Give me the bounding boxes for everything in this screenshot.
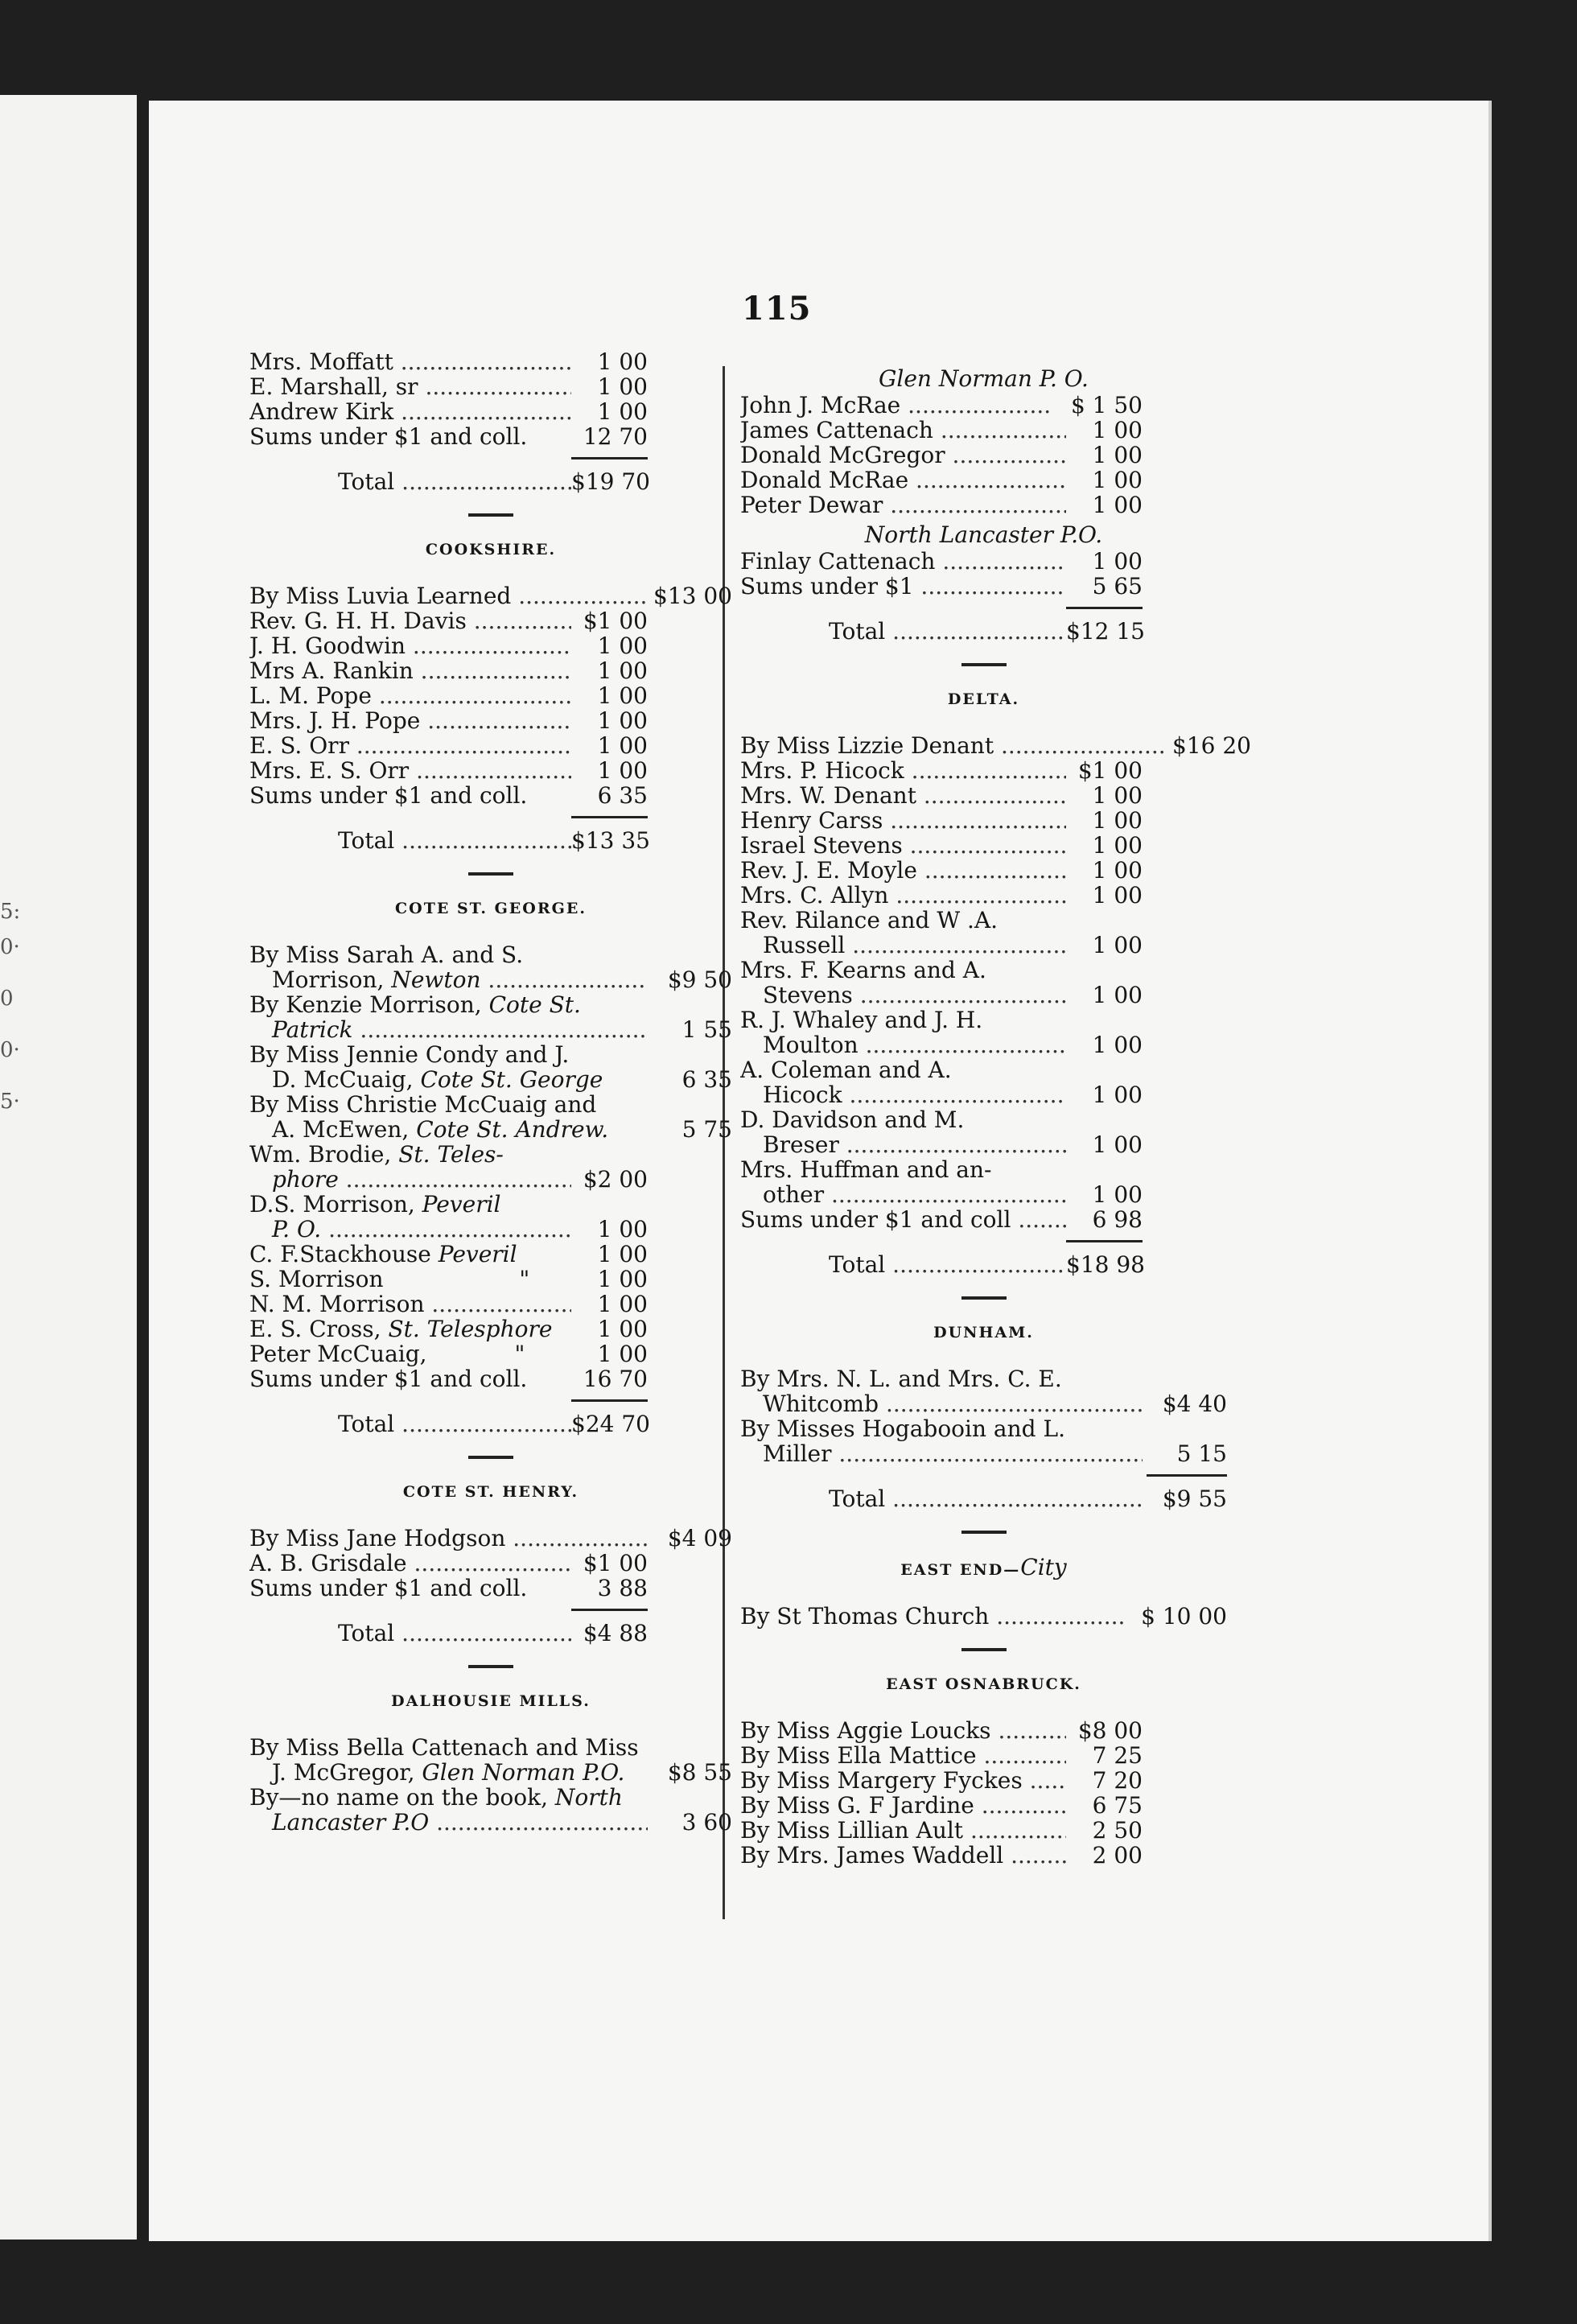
list-item: Peter McCuaig, " 1 00 [249, 1341, 648, 1367]
list-item: By Miss Christie McCuaig and [249, 1092, 597, 1117]
right-column [740, 365, 1251, 1869]
list-item: Sums under $1 and coll. 12 70 [249, 423, 648, 450]
section-east-osnabruck [740, 1672, 1227, 1868]
total-row: Total ..... $12 15 [740, 619, 1227, 644]
list-item: By Miss Ella Mattice ..... 7 25 [740, 1743, 1227, 1768]
list-item: Sums under $1 and coll. 6 35 [249, 782, 648, 809]
total-row: Total ..... $19 70 [249, 469, 732, 494]
section-separator [468, 1665, 513, 1668]
list-item: Sums under $1 ..... 5 65 [740, 574, 1227, 599]
list-item: Morrison, Newton ..... $9 50 [249, 967, 732, 992]
list-item: other ..... 1 00 [740, 1182, 1227, 1207]
section-dunham [740, 1321, 1227, 1511]
list-item: Andrew Kirk ..... 1 00 [249, 399, 732, 424]
total-row: Total ..... $13 35 [249, 828, 732, 853]
list-item: J. H. Goodwin ..... 1 00 [249, 633, 732, 658]
left-column [249, 349, 732, 1835]
margin-mark: 0· [0, 1038, 20, 1062]
list-item: By Miss Jane Hodgson ..... $4 09 [249, 1526, 732, 1551]
list-item: Finlay Cattenach ..... 1 00 [740, 549, 1227, 574]
list-item: Miller ..... 5 15 [740, 1441, 1227, 1466]
section-separator [961, 663, 1007, 666]
post-office-heading: Glen Norman P. O. [879, 365, 1089, 392]
total-row: Total ..... $9 55 [740, 1486, 1227, 1511]
list-item: By Misses Hogabooin and L. [740, 1416, 1065, 1441]
section-title: COTE ST. GEORGE. [395, 900, 587, 917]
section-separator [961, 1296, 1007, 1300]
continuation-list [249, 349, 732, 494]
list-item: Donald McRae ..... 1 00 [740, 468, 1227, 492]
list-item: By Miss Lillian Ault ..... 2 50 [740, 1818, 1227, 1843]
list-item: Sums under $1 and coll. 16 70 [249, 1366, 648, 1392]
list-item: By Miss Sarah A. and S. [249, 942, 524, 967]
section-glen-norman [740, 366, 1227, 517]
list-item: D. McCuaig, Cote St. George 6 35 [272, 1066, 732, 1093]
section-separator [468, 513, 513, 517]
list-item: D. Davidson and M. [740, 1107, 965, 1132]
section-delta [740, 687, 1251, 1278]
list-item: Peter Dewar ..... 1 00 [740, 492, 1227, 517]
margin-mark: 0 [0, 987, 14, 1011]
list-item: Mrs. P. Hicock ..... $1 00 [740, 758, 1227, 783]
section-separator [468, 1456, 513, 1459]
section-title: EAST OSNABRUCK. [886, 1675, 1081, 1693]
list-item: Mrs. E. S. Orr ..... 1 00 [249, 758, 732, 783]
sum-rule [571, 816, 648, 818]
list-item: A. McEwen, Cote St. Andrew. 5 75 [272, 1116, 732, 1143]
list-item: A. Coleman and A. [740, 1057, 952, 1082]
total-row: Total ..... $24 70 [249, 1411, 732, 1436]
list-item: By Miss Lizzie Denant ..... $16 20 [740, 733, 1227, 758]
section-title: EAST END—City [900, 1554, 1067, 1580]
list-item: By Kenzie Morrison, Cote St. [249, 992, 581, 1017]
list-item: P. O. ..... 1 00 [249, 1217, 732, 1242]
list-item: Israel Stevens ..... 1 00 [740, 833, 1227, 858]
list-item: By Miss Margery Fyckes ..... 7 20 [740, 1768, 1227, 1793]
sum-rule [571, 1609, 648, 1611]
list-item: A. B. Grisdale ..... $1 00 [249, 1551, 732, 1576]
list-item: N. M. Morrison ..... 1 00 [249, 1292, 732, 1317]
section-title: DELTA. [947, 690, 1020, 708]
list-item: John J. McRae ..... $ 1 50 [740, 393, 1227, 418]
list-item: Rev. Rilance and W .A. [740, 908, 998, 933]
section-north-lancaster [740, 522, 1227, 644]
list-item: C. F.Stackhouse Peveril 1 00 [249, 1241, 648, 1267]
facing-page-edge [0, 95, 137, 2240]
page-number: 115 [742, 290, 812, 328]
list-item: James Cattenach ..... 1 00 [740, 418, 1227, 443]
section-dalhousie-mills [249, 1689, 732, 1835]
list-item: By Miss G. F Jardine ..... 6 75 [740, 1793, 1227, 1818]
list-item: Hicock ..... 1 00 [740, 1082, 1227, 1107]
list-item: Sums under $1 and coll ..... 6 98 [740, 1207, 1227, 1232]
sum-rule [1066, 1240, 1143, 1242]
list-item: Mrs. W. Denant ..... 1 00 [740, 783, 1227, 808]
list-item: By Miss Luvia Learned ..... $13 00 [249, 583, 732, 608]
list-item: J. McGregor, Glen Norman P.O. $8 55 [272, 1759, 732, 1786]
list-item: E. S. Cross, St. Telesphore 1 00 [249, 1316, 648, 1342]
section-title: DALHOUSIE MILLS. [391, 1692, 591, 1710]
list-item: Sums under $1 and coll. 3 88 [249, 1575, 648, 1601]
section-title: DUNHAM. [933, 1324, 1034, 1341]
section-title: COOKSHIRE. [425, 541, 557, 558]
section-cookshire [249, 538, 732, 853]
section-separator [468, 872, 513, 876]
list-item: S. Morrison " 1 00 [249, 1266, 648, 1292]
section-title: COTE ST. HENRY. [402, 1483, 579, 1501]
list-item: Breser ..... 1 00 [740, 1132, 1227, 1157]
facing-page-margin-marks [0, 900, 20, 1125]
list-item: Mrs. Huffman and an- [740, 1157, 992, 1182]
total-row: Total ..... $18 98 [740, 1252, 1227, 1277]
list-item: Moulton ..... 1 00 [740, 1032, 1227, 1057]
list-item: Russell ..... 1 00 [740, 933, 1227, 958]
sum-rule [571, 457, 648, 459]
list-item: Lancaster P.O ..... 3 60 [249, 1810, 732, 1835]
margin-mark: 5: [0, 900, 21, 924]
list-item: Henry Carss ..... 1 00 [740, 808, 1227, 833]
list-item: By St Thomas Church ..... $ 10 00 [740, 1604, 1227, 1629]
list-item: phore ..... $2 00 [249, 1167, 732, 1192]
section-separator [961, 1531, 1007, 1534]
list-item: Mrs. C. Allyn ..... 1 00 [740, 883, 1227, 908]
section-separator [961, 1648, 1007, 1651]
list-item: Mrs A. Rankin ..... 1 00 [249, 658, 732, 683]
margin-mark: 5· [0, 1090, 20, 1114]
sum-rule [571, 1399, 648, 1402]
list-item: Rev. G. H. H. Davis ..... $1 00 [249, 608, 732, 633]
section-east-end [740, 1555, 1227, 1629]
list-item: Mrs. J. H. Pope ..... 1 00 [249, 708, 732, 733]
list-item: E. S. Orr ..... 1 00 [249, 733, 732, 758]
margin-mark: 0· [0, 935, 20, 959]
list-item: By Mrs. James Waddell ..... 2 00 [740, 1843, 1227, 1868]
sum-rule [1066, 607, 1143, 609]
list-item: Mrs. Moffatt ..... 1 00 [249, 349, 732, 374]
list-item: Donald McGregor ..... 1 00 [740, 443, 1227, 468]
list-item: By Mrs. N. L. and Mrs. C. E. [740, 1366, 1062, 1391]
section-cote-st-george [249, 896, 732, 1436]
list-item: D.S. Morrison, Peveril [249, 1192, 501, 1217]
list-item: L. M. Pope ..... 1 00 [249, 683, 732, 708]
list-item: Patrick ..... 1 55 [249, 1017, 732, 1042]
list-item: By Miss Jennie Condy and J. [249, 1042, 570, 1067]
list-item: Mrs. F. Kearns and A. [740, 958, 986, 983]
list-item: E. Marshall, sr ..... 1 00 [249, 374, 732, 399]
list-item: By Miss Aggie Loucks ..... $8 00 [740, 1718, 1227, 1743]
list-item: By Miss Bella Cattenach and Miss [249, 1735, 639, 1760]
total-row: Total ..... $4 88 [249, 1621, 732, 1646]
sum-rule [1147, 1474, 1227, 1477]
list-item: R. J. Whaley and J. H. [740, 1007, 983, 1032]
list-item: Rev. J. E. Moyle ..... 1 00 [740, 858, 1227, 883]
list-item: Whitcomb ..... $4 40 [740, 1391, 1227, 1416]
list-item: By—no name on the book, North [249, 1785, 623, 1810]
section-cote-st-henry [249, 1480, 732, 1646]
list-item: Stevens ..... 1 00 [740, 983, 1227, 1007]
post-office-heading: North Lancaster P.O. [864, 521, 1103, 548]
list-item: Wm. Brodie, St. Teles- [249, 1142, 504, 1167]
